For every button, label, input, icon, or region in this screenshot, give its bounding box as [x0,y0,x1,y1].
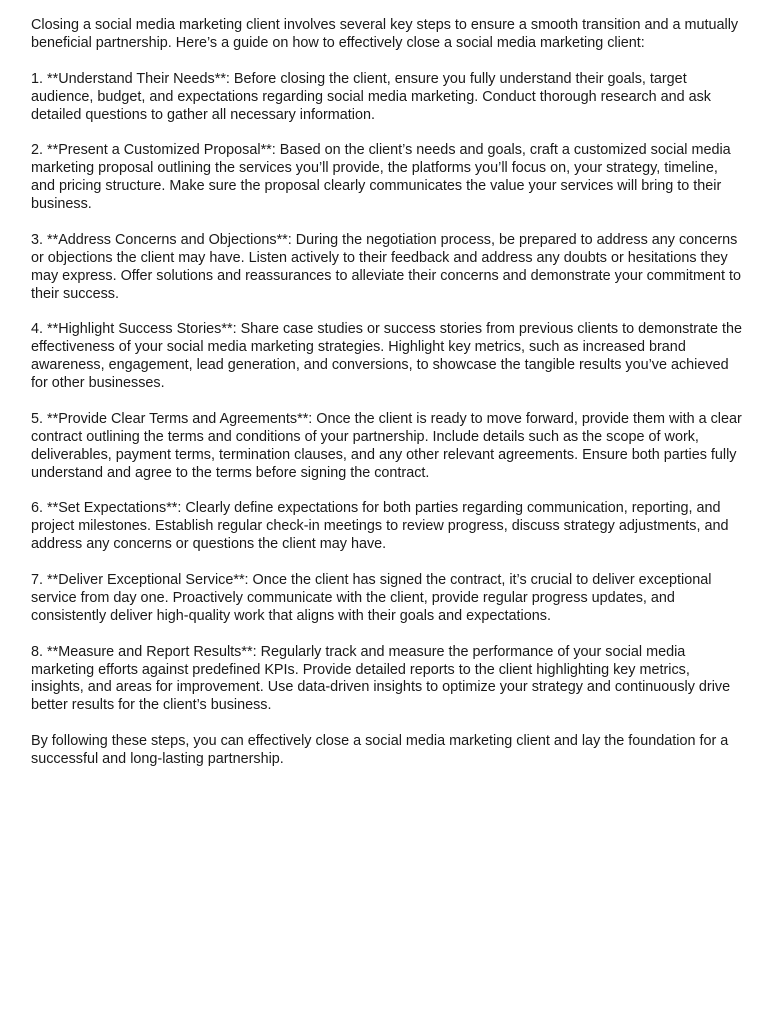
step-3-paragraph: 3. **Address Concerns and Objections**: During the negotiation process, be prepared to address any concerns or objections the client may have. Listen actively to their feedback and address any doubts or hesitations they may express. Offer solutions and reassurances to alleviate their concerns and demonstrate your commitment to their success. [31,231,742,302]
step-5-paragraph: 5. **Provide Clear Terms and Agreements**: Once the client is ready to move forward, provide them with a clear contract outlining the terms and conditions of your partnership. Include details such as the scope of work, deliverables, payment terms, termination clauses, and any other relevant agreements. Ensure both parties fully understand and agree to the terms before signing the contract. [31,410,742,481]
step-2-paragraph: 2. **Present a Customized Proposal**: Based on the client’s needs and goals, craft a customized social media marketing proposal outlining the services you’ll provide, the platforms you’ll focus on, your strategy, timeline, and pricing structure. Make sure the proposal clearly communicates the value your services will bring to their business. [31,142,731,213]
step-7-paragraph: 7. **Deliver Exceptional Service**: Once the client has signed the contract, it’s crucial to deliver exceptional service from day one. Proactively communicate with the client, provide regular progress updates, and consistently deliver high-quality work that aligns with their goals and expectations. [31,571,712,624]
conclusion-paragraph: By following these steps, you can effectively close a social media marketing client and lay the foundation for a successful and long-lasting partnership. [31,733,729,768]
intro-paragraph: Closing a social media marketing client involves several key steps to ensure a smooth transition and a mutually beneficial partnership. Here’s a guide on how to effectively close a social media marketing client: [31,17,739,51]
step-4-paragraph: 4. **Highlight Success Stories**: Share case studies or success stories from previous clients to demonstrate the effectiveness of your social media marketing strategies. Highlight key metrics, such as increased brand awareness, engagement, lead generation, and conversions, to showcase the tangible results you’ve achieved for other businesses. [31,321,743,392]
step-8-paragraph: 8. **Measure and Report Results**: Regularly track and measure the performance of your social media marketing efforts against predefined KPIs. Provide detailed reports to the client highlighting key metrics, insights, and areas for improvement. Use data-driven insights to optimize your strategy and continuously drive better results for the client’s business. [31,643,731,714]
document-page [31,17,743,787]
step-1-paragraph: 1. **Understand Their Needs**: Before closing the client, ensure you fully understand their goals, target audience, budget, and expectations regarding social media marketing. Conduct thorough research and ask detailed questions to gather all necessary information. [31,70,711,123]
step-6-paragraph: 6. **Set Expectations**: Clearly define expectations for both parties regarding communication, reporting, and project milestones. Establish regular check-in meetings to review progress, discuss strategy adjustments, and address any concerns or questions the client may have. [31,500,729,553]
